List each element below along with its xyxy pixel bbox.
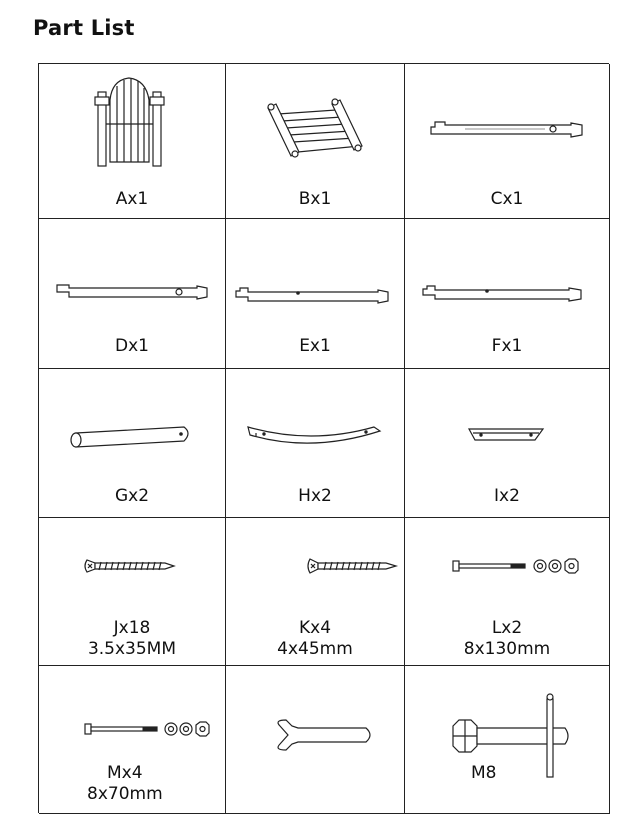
part-spec-k: 4x45mm — [277, 639, 353, 659]
part-cell-j — [39, 518, 226, 666]
part-cell-f — [405, 219, 610, 369]
part-label-h: Hx2 — [298, 486, 332, 506]
part-cell-o — [405, 666, 610, 814]
page-title: Part List — [33, 16, 135, 40]
part-cell-i — [405, 369, 610, 518]
part-label-b: Bx1 — [298, 189, 332, 209]
part-cell-l — [405, 518, 610, 666]
part-cell-g — [39, 369, 226, 518]
wrench-icon — [226, 666, 405, 814]
part-label-i: Ix2 — [494, 486, 520, 506]
part-cell-m — [39, 666, 226, 814]
part-spec-m: 8x70mm — [87, 784, 163, 804]
part-label-m: Mx4 — [107, 763, 143, 783]
part-cell-d — [39, 219, 226, 369]
hex-key-tool-icon — [405, 666, 610, 814]
part-label-j: Jx18 — [113, 618, 151, 638]
part-cell-e — [226, 219, 405, 369]
part-cell-c — [405, 64, 610, 219]
part-cell-h — [226, 369, 405, 518]
part-label-o: M8 — [471, 763, 497, 783]
part-label-c: Cx1 — [490, 189, 524, 209]
part-spec-j: 3.5x35MM — [87, 639, 177, 659]
part-label-g: Gx2 — [114, 486, 150, 506]
part-label-k: Kx4 — [298, 618, 332, 638]
part-cell-n — [226, 666, 405, 814]
part-label-a: Ax1 — [115, 189, 149, 209]
part-cell-b — [226, 64, 405, 219]
part-cell-a — [39, 64, 226, 219]
part-cell-k — [226, 518, 405, 666]
part-list-grid — [38, 63, 609, 813]
part-label-e: Ex1 — [299, 336, 331, 356]
part-spec-l: 8x130mm — [463, 639, 551, 659]
part-label-l: Lx2 — [491, 618, 523, 638]
part-label-d: Dx1 — [115, 336, 149, 356]
part-label-f: Fx1 — [491, 336, 523, 356]
